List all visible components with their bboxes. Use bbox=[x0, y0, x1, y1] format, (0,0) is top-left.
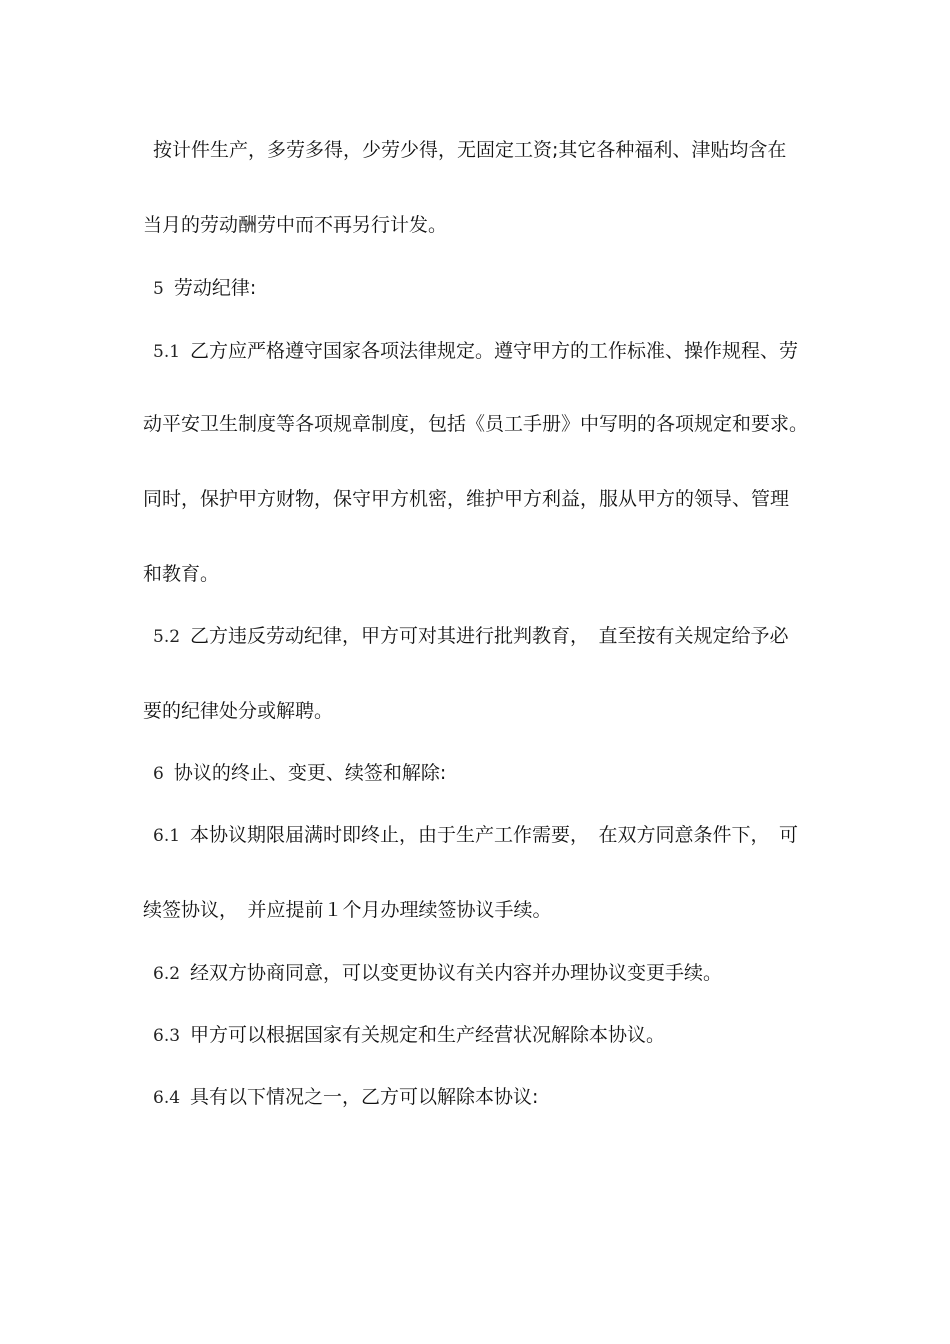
paragraph-line bbox=[143, 698, 333, 724]
line-text: 乙方应严格遵守国家各项法律规定。遵守甲方的工作标准、操作规程、劳 bbox=[190, 340, 799, 362]
paragraph-line bbox=[143, 897, 552, 923]
clause-line bbox=[153, 1084, 538, 1111]
clause-line bbox=[153, 1022, 665, 1049]
section-number: 6 bbox=[153, 764, 164, 784]
line-text: 甲方可以根据国家有关规定和生产经营状况解除本协议。 bbox=[190, 1024, 666, 1046]
clause-number: 5.1 bbox=[153, 342, 181, 362]
line-text: 本协议期限届满时即终止，由于生产工作需要， 在双方同意条件下， 可 bbox=[190, 824, 799, 846]
line-text: 续签协议， 并应提前１个月办理续签协议手续。 bbox=[143, 899, 552, 921]
line-text: 要的纪律处分或解聘。 bbox=[143, 700, 334, 722]
paragraph-line bbox=[143, 212, 447, 238]
line-text: 劳动纪律: bbox=[173, 277, 257, 299]
paragraph-line bbox=[143, 411, 808, 437]
line-text: 当月的劳动酬劳中而不再另行计发。 bbox=[143, 214, 448, 236]
clause-number: 6.2 bbox=[153, 964, 181, 984]
line-text: 动平安卫生制度等各项规章制度，包括《员工手册》中写明的各项规定和要求。 bbox=[143, 413, 809, 435]
line-text: 和教育。 bbox=[143, 563, 220, 585]
line-text: 经双方协商同意，可以变更协议有关内容并办理协议变更手续。 bbox=[190, 962, 723, 984]
clause-number: 6.4 bbox=[153, 1088, 181, 1108]
line-text: 具有以下情况之一，乙方可以解除本协议: bbox=[190, 1086, 539, 1108]
section-heading bbox=[153, 760, 446, 787]
clause-line bbox=[153, 822, 798, 849]
clause-number: 6.1 bbox=[153, 826, 181, 846]
section-number: 5 bbox=[153, 279, 164, 299]
paragraph-line bbox=[143, 561, 219, 587]
line-text: 同时，保护甲方财物，保守甲方机密，维护甲方利益，服从甲方的领导、管理 bbox=[143, 488, 790, 510]
clause-line bbox=[153, 338, 798, 365]
line-text: 协议的终止、变更、续签和解除: bbox=[173, 762, 447, 784]
clause-line bbox=[153, 960, 722, 987]
clause-number: 5.2 bbox=[153, 627, 181, 647]
paragraph-line bbox=[153, 137, 786, 163]
line-text: 乙方违反劳动纪律，甲方可对其进行批判教育， 直至按有关规定给予必 bbox=[190, 625, 789, 647]
clause-line bbox=[153, 623, 789, 650]
section-heading bbox=[153, 275, 256, 302]
clause-number: 6.3 bbox=[153, 1026, 181, 1046]
paragraph-line bbox=[143, 486, 789, 512]
line-text: 按计件生产，多劳多得，少劳少得，无固定工资;其它各种福利、津贴均含在 bbox=[153, 139, 787, 161]
